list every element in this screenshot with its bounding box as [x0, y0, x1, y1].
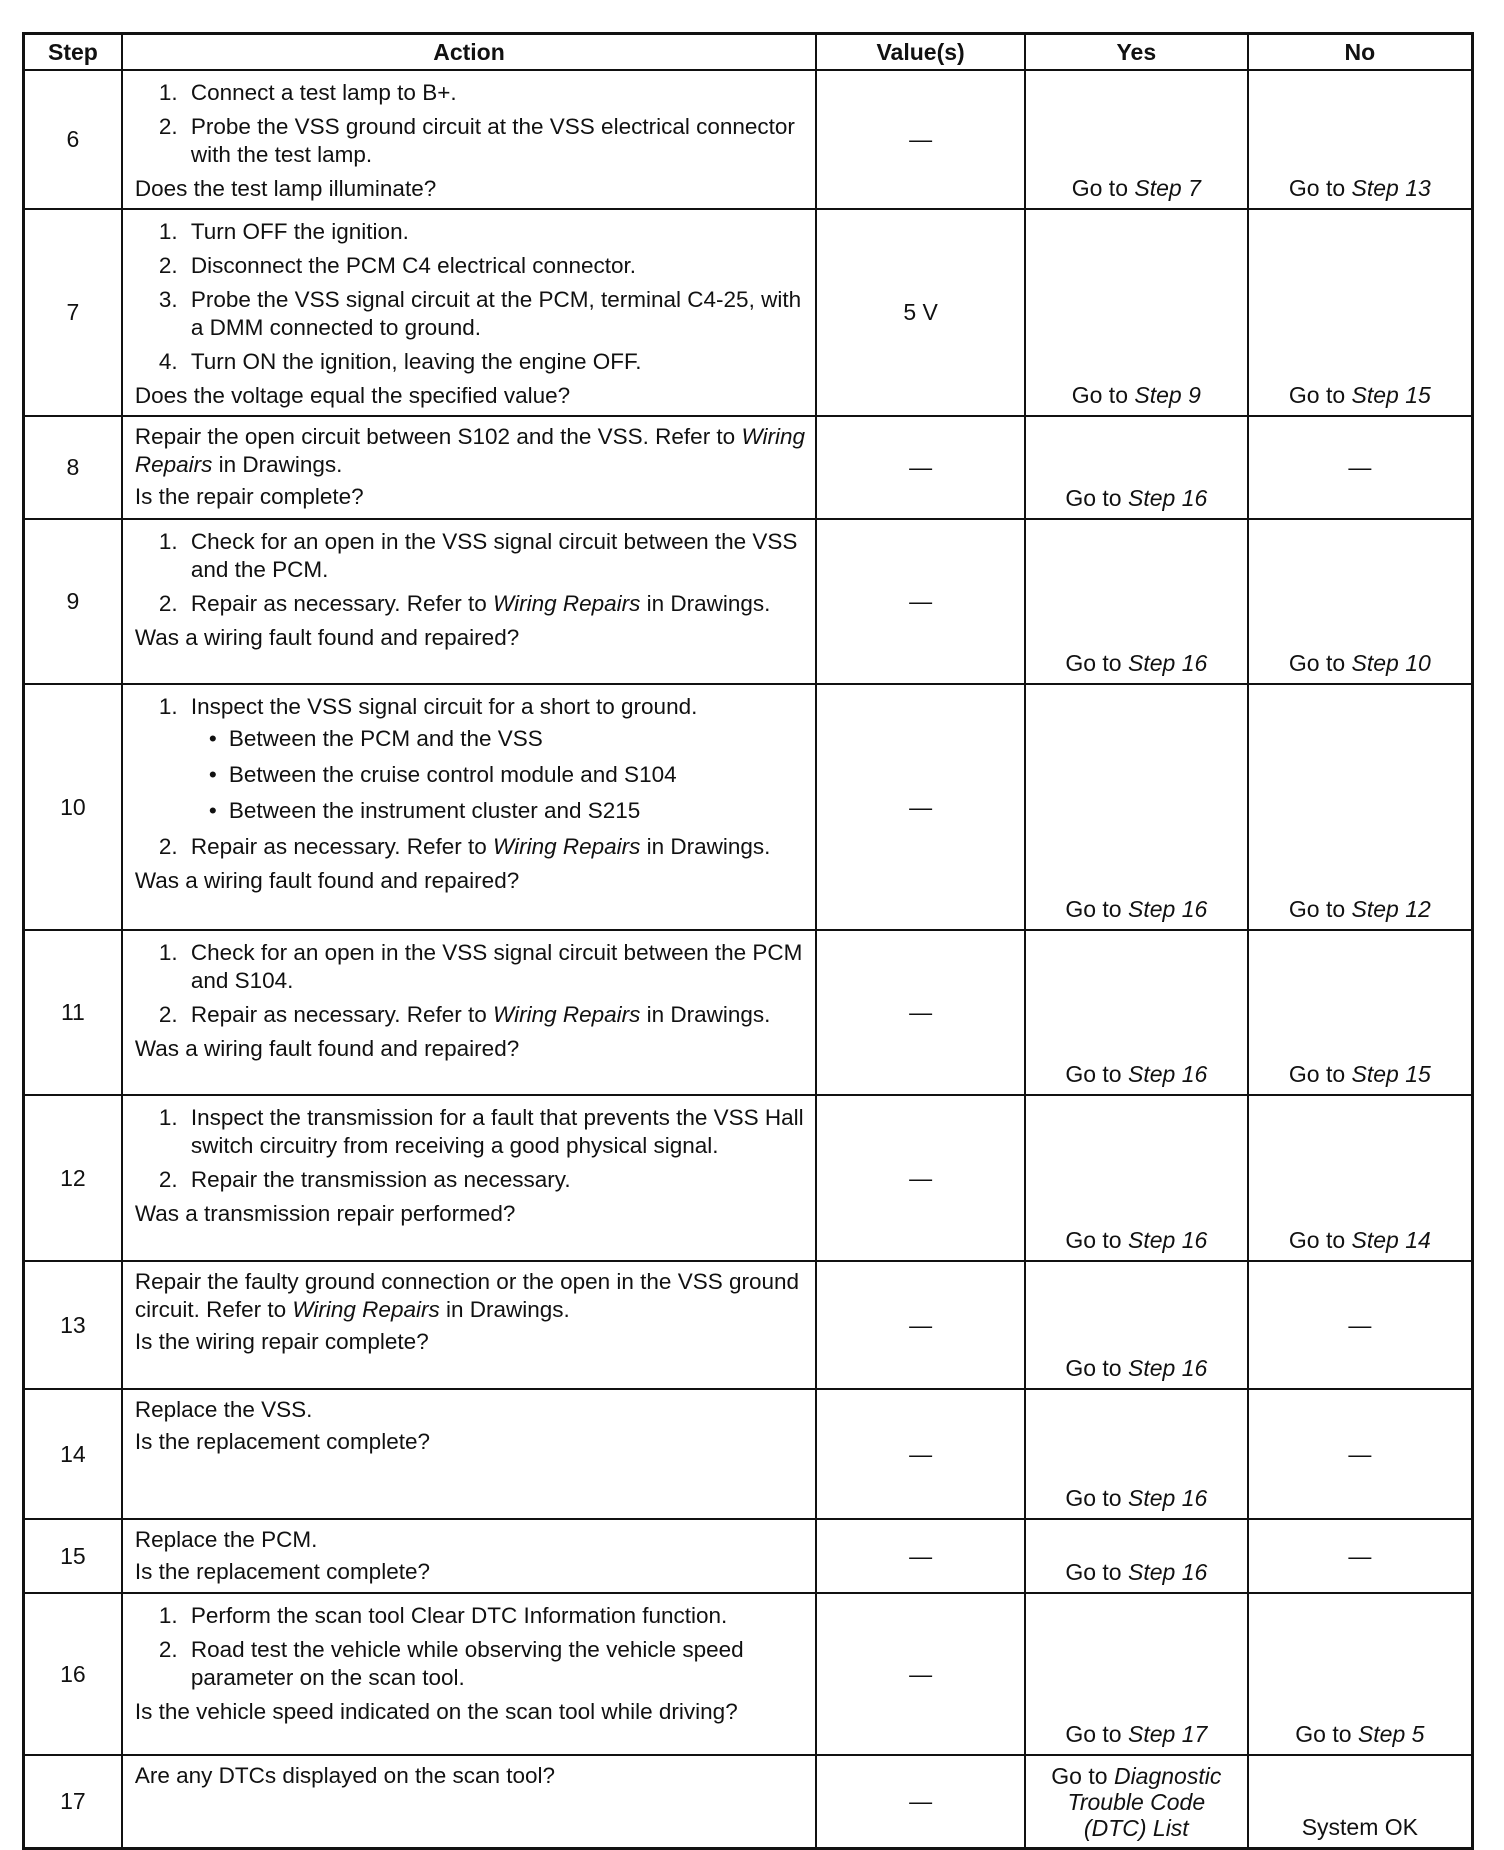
list-item: 3. Probe the VSS signal circuit at the PCM, terminal C4-25, with a DMM connected to ground. — [158, 287, 802, 340]
bullet-item: • Between the PCM and the VSS — [191, 725, 805, 753]
step-number: 9 — [24, 519, 122, 684]
yes-cell — [1025, 1755, 1248, 1848]
table-row — [24, 1755, 1473, 1848]
action-text: Inspect the VSS signal circuit for a short to ground. — [190, 694, 698, 719]
yes-prefix: Go to — [1065, 485, 1128, 511]
no-cell — [1248, 1593, 1473, 1755]
table-row — [24, 930, 1473, 1095]
yes-prefix: Go to — [1065, 1355, 1128, 1381]
step-number: 7 — [24, 209, 122, 416]
action-list — [135, 1602, 805, 1692]
wiring-repairs-ref: Wiring Repairs — [134, 424, 806, 477]
no-cell — [1248, 930, 1473, 1095]
no-cell — [1248, 519, 1473, 684]
action-text: Repair as necessary. Refer to — [190, 591, 494, 616]
yes-step-ref: Step 16 — [1128, 650, 1208, 676]
value-cell: — — [816, 519, 1025, 684]
no-step-ref: Step 15 — [1351, 382, 1431, 408]
value-cell: — — [816, 1593, 1025, 1755]
action-text: Replace the VSS. — [134, 1397, 313, 1422]
step-number: 14 — [24, 1389, 122, 1519]
table-row — [24, 209, 1473, 416]
no-prefix: Go to — [1295, 1721, 1358, 1747]
step-number: 15 — [24, 1519, 122, 1593]
step-number: 13 — [24, 1261, 122, 1389]
step-number: 6 — [24, 70, 122, 209]
table-row — [24, 1095, 1473, 1261]
list-item: 1. Perform the scan tool Clear DTC Information function. — [158, 1603, 728, 1628]
no-cell — [1248, 684, 1473, 930]
step-number: 12 — [24, 1095, 122, 1261]
table-row — [24, 1389, 1473, 1519]
action-cell — [122, 519, 816, 684]
action-text: Turn ON the ignition, leaving the engine OFF. — [190, 349, 642, 374]
yes-cell — [1025, 209, 1248, 416]
yes-cell — [1025, 519, 1248, 684]
step-number: 10 — [24, 684, 122, 930]
action-question: Are any DTCs displayed on the scan tool? — [134, 1763, 556, 1788]
list-item: 2. Road test the vehicle while observing the vehicle speed parameter on the scan tool. — [158, 1637, 744, 1690]
yes-cell — [1025, 1389, 1248, 1519]
yes-cell — [1025, 1519, 1248, 1593]
header-step: Step — [24, 34, 122, 71]
yes-step-ref: Step 16 — [1128, 1355, 1208, 1381]
action-text: Probe the VSS ground circuit at the VSS electrical connector with the test lamp. — [190, 114, 795, 167]
no-prefix: Go to — [1288, 1227, 1352, 1253]
no-cell — [1248, 70, 1473, 209]
list-item: 1. Check for an open in the VSS signal circuit between the VSS and the PCM. — [158, 529, 798, 582]
value-cell: — — [816, 70, 1025, 209]
yes-cell — [1025, 1261, 1248, 1389]
list-item: 2. Probe the VSS ground circuit at the VSS electrical connector with the test lamp. — [158, 114, 795, 167]
table-row — [24, 684, 1473, 930]
action-question: Is the wiring repair complete? — [134, 1329, 429, 1354]
list-item: 2. Repair as necessary. Refer to Wiring Repairs in Drawings. — [158, 834, 771, 859]
table-row — [24, 1519, 1473, 1593]
yes-cell — [1025, 930, 1248, 1095]
wiring-repairs-ref: Wiring Repairs — [493, 834, 641, 859]
list-item: 4. Turn ON the ignition, leaving the engine OFF. — [158, 349, 642, 374]
list-item: 1. Check for an open in the VSS signal circuit between the PCM and S104. — [158, 940, 803, 993]
list-item: 1. Inspect the transmission for a fault that prevents the VSS Hall switch circuitry from receiving a good physical signal. — [158, 1105, 804, 1158]
no-step-ref: Step 13 — [1351, 175, 1431, 201]
action-question: Was a wiring fault found and repaired? — [134, 868, 520, 893]
no-cell: System OK — [1248, 1755, 1473, 1848]
action-text: Replace the PCM. — [134, 1527, 318, 1552]
bullet-item: • Between the cruise control module and S104 — [191, 761, 805, 789]
list-item: 1. Connect a test lamp to B+. — [158, 80, 457, 105]
action-text: Repair the transmission as necessary. — [190, 1167, 571, 1192]
value-cell: — — [816, 1519, 1025, 1593]
no-cell — [1248, 1095, 1473, 1261]
value-cell: — — [816, 1095, 1025, 1261]
no-cell: — — [1248, 1519, 1473, 1593]
table-row — [24, 519, 1473, 684]
list-item: 2. Repair as necessary. Refer to Wiring Repairs in Drawings. — [158, 591, 771, 616]
yes-cell — [1025, 70, 1248, 209]
action-cell — [122, 1389, 816, 1519]
value-cell: 5 V — [816, 209, 1025, 416]
yes-prefix: Go to — [1065, 1721, 1128, 1747]
wiring-repairs-ref: Wiring Repairs — [493, 1002, 641, 1027]
action-text: Disconnect the PCM C4 electrical connector. — [190, 253, 637, 278]
action-text: in Drawings. — [640, 834, 771, 859]
action-text: Turn OFF the ignition. — [190, 219, 409, 244]
action-cell — [122, 1519, 816, 1593]
yes-step-ref: Step 17 — [1128, 1721, 1208, 1747]
header-action: Action — [122, 34, 816, 71]
action-cell — [122, 209, 816, 416]
action-cell — [122, 1261, 816, 1389]
action-question: Is the vehicle speed indicated on the scan tool while driving? — [134, 1699, 738, 1724]
action-text: in Drawings. — [640, 591, 771, 616]
table-row — [24, 1593, 1473, 1755]
bullet-item: • Between the instrument cluster and S215 — [191, 797, 805, 825]
action-list — [135, 79, 805, 169]
value-cell: — — [816, 416, 1025, 519]
yes-step-ref: Step 16 — [1128, 1061, 1208, 1087]
action-text: in Drawings. — [439, 1297, 570, 1322]
yes-cell — [1025, 1095, 1248, 1261]
action-cell — [122, 1755, 816, 1848]
action-text: Probe the VSS signal circuit at the PCM, terminal C4-25, with a DMM connected to ground. — [190, 287, 802, 340]
no-step-ref: Step 5 — [1357, 1721, 1425, 1747]
wiring-repairs-ref: Wiring Repairs — [493, 591, 641, 616]
action-list — [135, 218, 805, 376]
value-cell: — — [816, 1389, 1025, 1519]
table-row — [24, 416, 1473, 519]
action-question: Is the repair complete? — [134, 484, 364, 509]
yes-step-ref: Step 16 — [1128, 896, 1208, 922]
table-row — [24, 1261, 1473, 1389]
action-text: Repair as necessary. Refer to — [190, 834, 494, 859]
yes-cell — [1025, 416, 1248, 519]
diagnostic-table — [22, 32, 1474, 1850]
header-values: Value(s) — [816, 34, 1025, 71]
action-question: Is the replacement complete? — [134, 1559, 430, 1584]
yes-cell — [1025, 684, 1248, 930]
no-step-ref: Step 12 — [1351, 896, 1431, 922]
action-cell — [122, 1095, 816, 1261]
action-question: Was a transmission repair performed? — [134, 1201, 516, 1226]
action-question: Was a wiring fault found and repaired? — [134, 1036, 520, 1061]
header-no: No — [1248, 34, 1473, 71]
step-number: 16 — [24, 1593, 122, 1755]
action-text: in Drawings. — [640, 1002, 771, 1027]
action-list — [135, 939, 805, 1029]
action-text: in Drawings. — [212, 452, 343, 477]
bullet-list — [191, 725, 805, 825]
no-prefix: Go to — [1288, 1061, 1352, 1087]
no-prefix: Go to — [1288, 896, 1352, 922]
no-step-ref: Step 10 — [1351, 650, 1431, 676]
yes-prefix: Go to — [1065, 1559, 1128, 1585]
action-cell — [122, 70, 816, 209]
no-cell: — — [1248, 416, 1473, 519]
list-item: 1. Inspect the VSS signal circuit for a short to ground. • Between the PCM and the VSS • Between the cruise control module and S104 • Between the instrument cluster and S215 — [135, 693, 805, 825]
action-text: Repair the faulty ground connection or the open in the VSS ground circuit. Refer to — [134, 1269, 800, 1322]
no-cell: — — [1248, 1389, 1473, 1519]
action-cell — [122, 930, 816, 1095]
action-list — [135, 1104, 805, 1194]
action-cell — [122, 684, 816, 930]
action-paragraph — [135, 1268, 805, 1324]
yes-prefix: Go to — [1051, 1762, 1114, 1789]
no-cell — [1248, 209, 1473, 416]
yes-prefix: Go to — [1065, 650, 1128, 676]
value-cell: — — [816, 1755, 1025, 1848]
yes-step-ref: Step 7 — [1134, 175, 1201, 201]
yes-step-ref: Step 9 — [1134, 382, 1201, 408]
yes-cell — [1025, 1593, 1248, 1755]
list-item: 1. Turn OFF the ignition. — [158, 219, 409, 244]
action-question: Is the replacement complete? — [134, 1429, 430, 1454]
wiring-repairs-ref: Wiring Repairs — [292, 1297, 440, 1322]
action-text: Road test the vehicle while observing the vehicle speed parameter on the scan tool. — [190, 1637, 744, 1690]
table-row — [24, 70, 1473, 209]
value-cell: — — [816, 1261, 1025, 1389]
action-text: Perform the scan tool Clear DTC Information function. — [190, 1603, 728, 1628]
dtc-list-ref: Diagnostic Trouble Code (DTC) List — [1067, 1762, 1222, 1841]
no-step-ref: Step 15 — [1351, 1061, 1431, 1087]
action-question: Was a wiring fault found and repaired? — [134, 625, 520, 650]
value-cell: — — [816, 930, 1025, 1095]
action-text: Connect a test lamp to B+. — [190, 80, 457, 105]
action-text: Inspect the transmission for a fault that prevents the VSS Hall switch circuitry from receiving a good physical signal. — [190, 1105, 804, 1158]
yes-step-ref: Step 16 — [1128, 1485, 1208, 1511]
yes-prefix: Go to — [1065, 896, 1128, 922]
action-list — [135, 693, 805, 861]
header-yes: Yes — [1025, 34, 1248, 71]
action-list — [135, 528, 805, 618]
yes-prefix: Go to — [1065, 1227, 1128, 1253]
yes-prefix: Go to — [1071, 175, 1135, 201]
step-number: 8 — [24, 416, 122, 519]
action-question: Does the voltage equal the specified value? — [134, 383, 571, 408]
action-text: Repair as necessary. Refer to — [190, 1002, 494, 1027]
yes-step-ref: Step 16 — [1128, 485, 1208, 511]
yes-step-ref: Step 16 — [1128, 1227, 1208, 1253]
no-prefix: Go to — [1288, 175, 1352, 201]
action-cell — [122, 1593, 816, 1755]
yes-prefix: Go to — [1071, 382, 1135, 408]
no-cell: — — [1248, 1261, 1473, 1389]
list-item: 2. Repair as necessary. Refer to Wiring Repairs in Drawings. — [158, 1002, 771, 1027]
yes-step-ref: Step 16 — [1128, 1559, 1208, 1585]
step-number: 11 — [24, 930, 122, 1095]
list-item: 2. Repair the transmission as necessary. — [158, 1167, 571, 1192]
no-step-ref: Step 14 — [1351, 1227, 1431, 1253]
list-item: 2. Disconnect the PCM C4 electrical connector. — [158, 253, 637, 278]
action-text: Repair the open circuit between S102 and the VSS. Refer to — [134, 424, 742, 449]
no-prefix: Go to — [1288, 650, 1352, 676]
yes-prefix: Go to — [1065, 1061, 1128, 1087]
action-text: Check for an open in the VSS signal circuit between the PCM and S104. — [190, 940, 803, 993]
action-paragraph — [135, 423, 805, 479]
no-prefix: Go to — [1288, 382, 1352, 408]
yes-prefix: Go to — [1065, 1485, 1128, 1511]
action-text: Check for an open in the VSS signal circuit between the VSS and the PCM. — [190, 529, 798, 582]
header-row — [24, 34, 1473, 71]
action-question: Does the test lamp illuminate? — [134, 176, 437, 201]
value-cell: — — [816, 684, 1025, 930]
step-number: 17 — [24, 1755, 122, 1848]
action-cell — [122, 416, 816, 519]
